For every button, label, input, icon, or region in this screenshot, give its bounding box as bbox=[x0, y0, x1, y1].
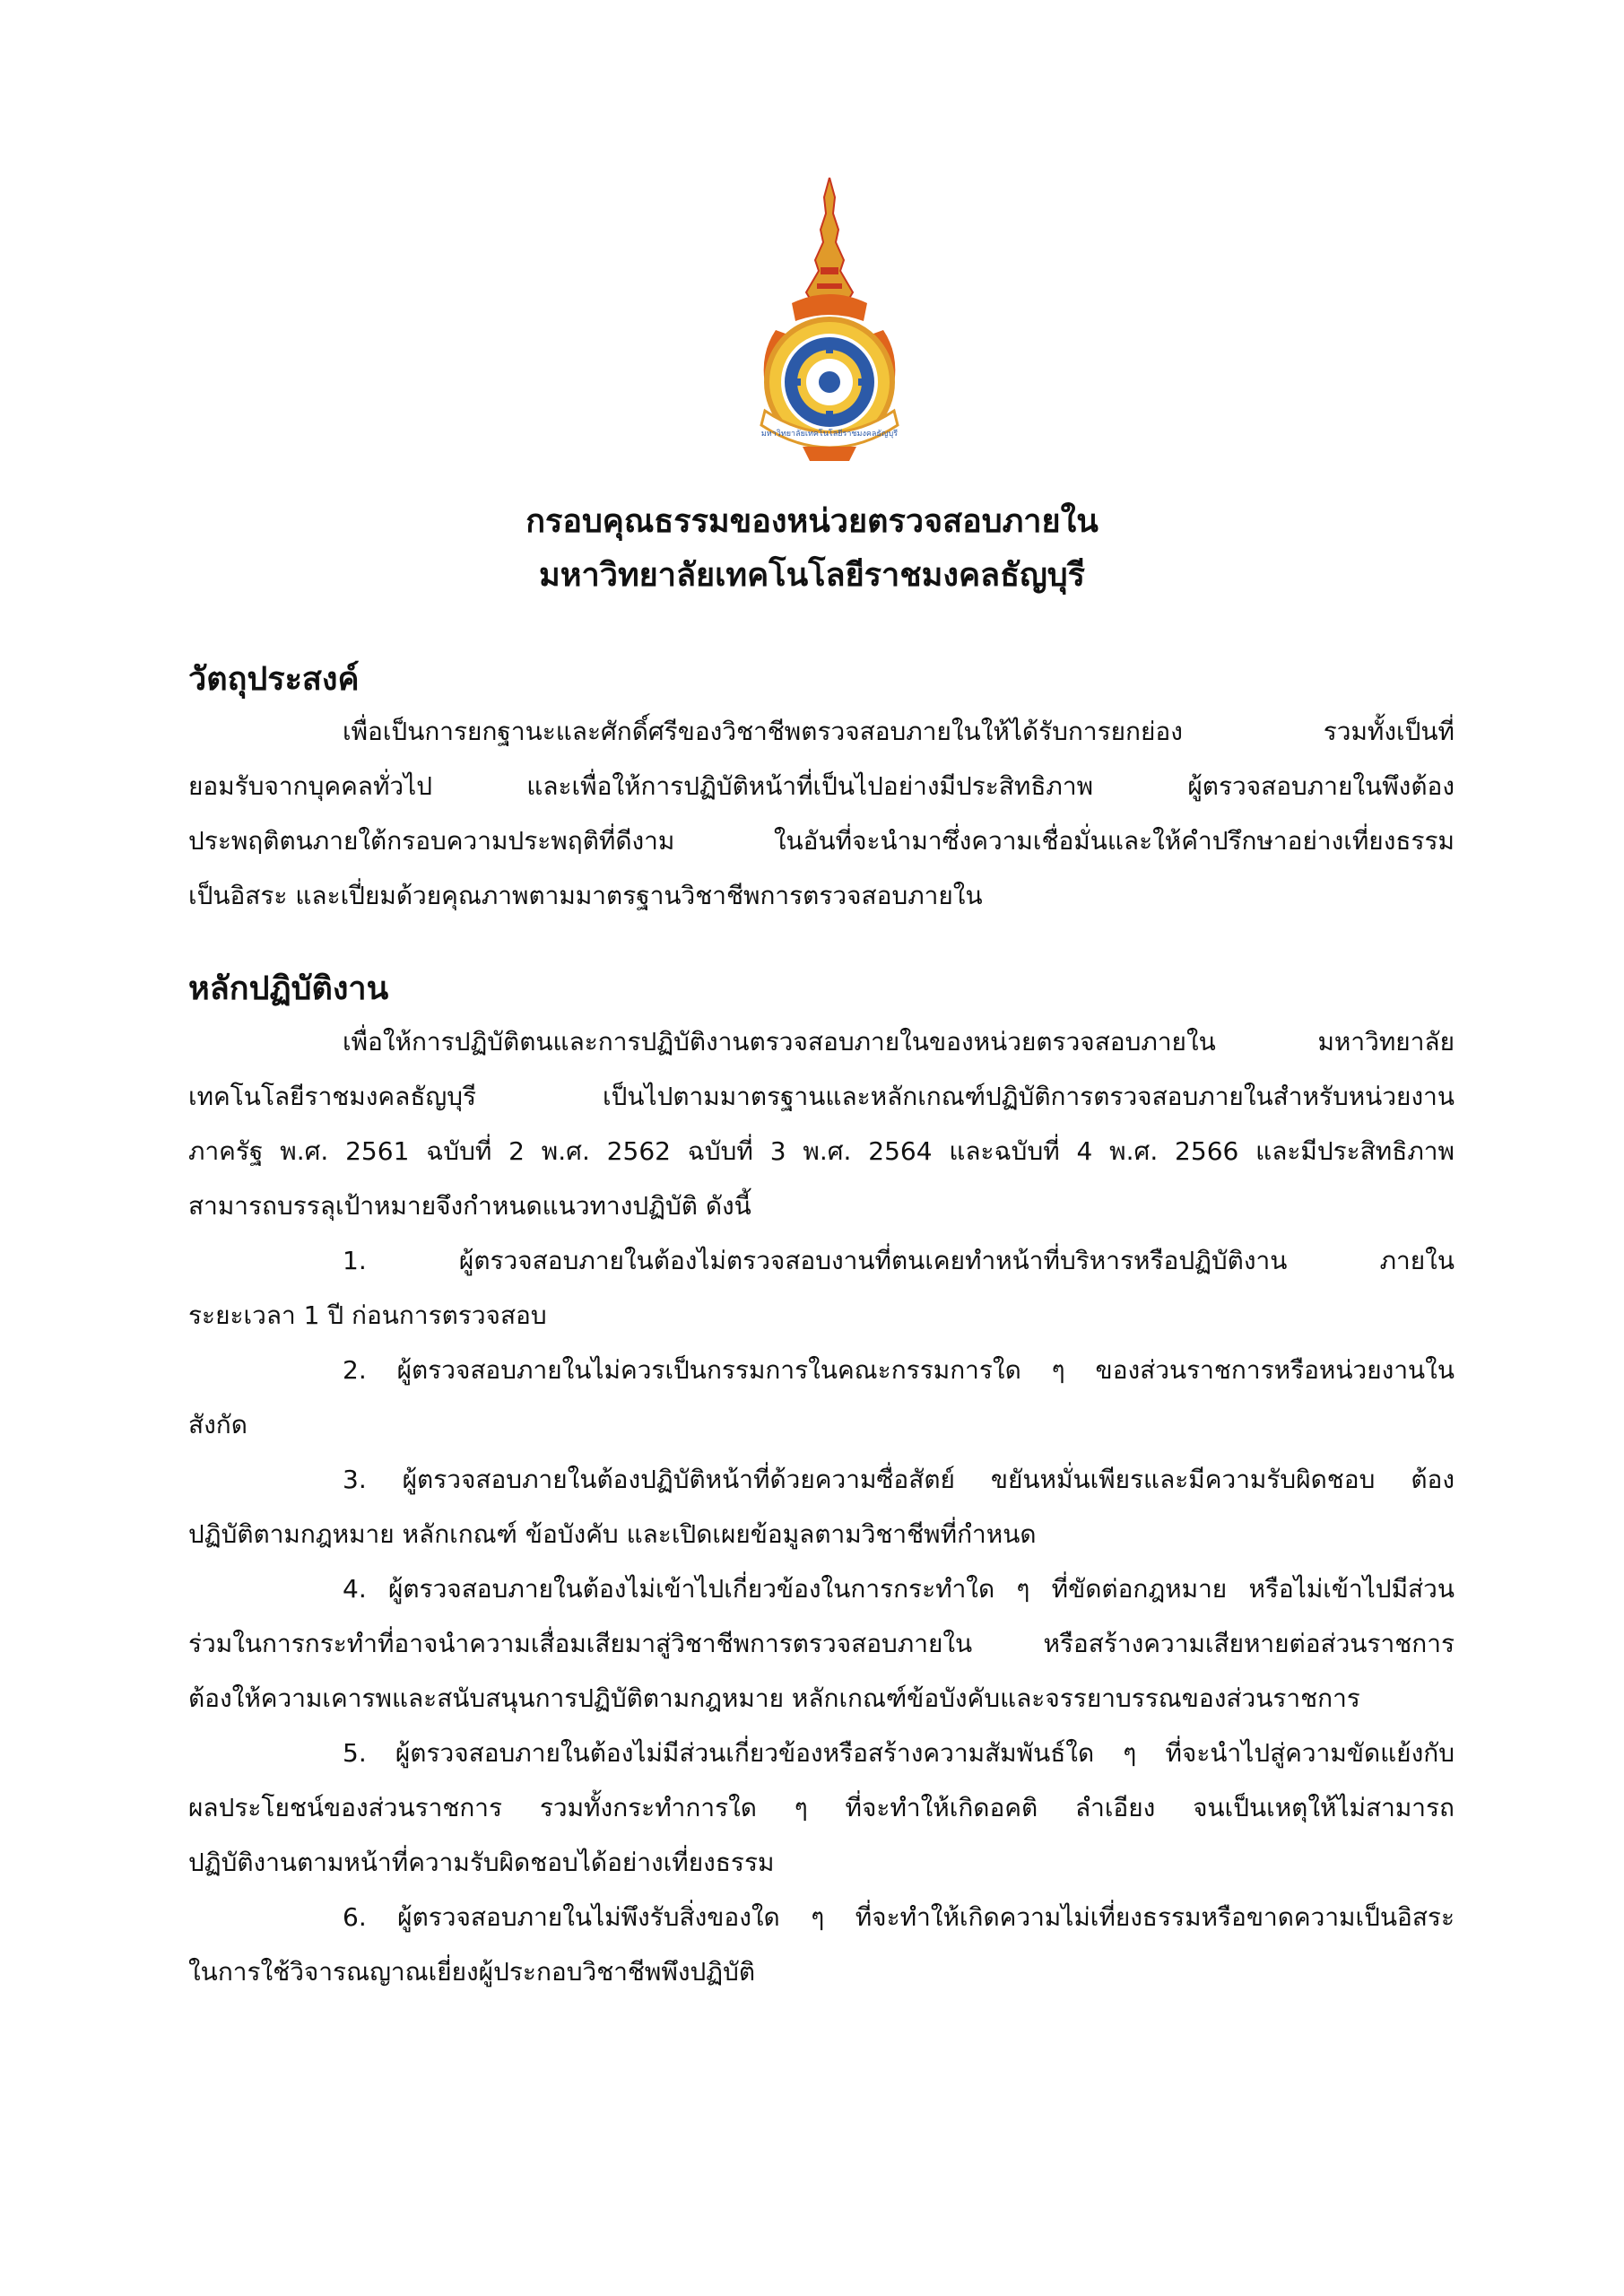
principles-heading: หลักปฏิบัติงาน bbox=[188, 970, 389, 1007]
principle-item-6 bbox=[188, 1890, 1455, 1999]
principle-item-1 bbox=[188, 1233, 1455, 1343]
item-line: 2. ผู้ตรวจสอบภายในไม่ควรเป็นกรรมการในคณะกรรมการใด ๆ ของส่วนราชการหรือหน่วยงานใน bbox=[343, 1355, 1455, 1385]
paragraph-line: เพื่อให้การปฏิบัติตนและการปฏิบัติงานตรวจสอบภายในของหน่วยตรวจสอบภายใน มหาวิทยาลัย bbox=[343, 1027, 1455, 1057]
item-line: ระยะเวลา 1 ปี ก่อนการตรวจสอบ bbox=[188, 1300, 547, 1330]
paragraph-line: ประพฤติตนภายใต้กรอบความประพฤติที่ดีงาม ในอันที่จะนำมาซึ่งความเชื่อมั่นและให้คำปรึกษาอย่างเที่ยงธรรม bbox=[188, 826, 1455, 856]
paragraph-line: เพื่อเป็นการยกฐานะและศักดิ์ศรีของวิชาชีพตรวจสอบภายในให้ได้รับการยกย่อง รวมทั้งเป็นที่ bbox=[343, 717, 1455, 746]
paragraph-line: สามารถบรรลุเป้าหมายจึงกำหนดแนวทางปฏิบัติ ดังนี้ bbox=[188, 1191, 751, 1221]
paragraph-line: เป็นอิสระ และเปี่ยมด้วยคุณภาพตามมาตรฐานวิชาชีพการตรวจสอบภายใน bbox=[188, 881, 983, 910]
item-line: ร่วมในการกระทำที่อาจนำความเสื่อมเสียมาสู่วิชาชีพการตรวจสอบภายใน หรือสร้างความเสียหายต่อส่วนราชการ bbox=[188, 1629, 1455, 1658]
item-line: 5. ผู้ตรวจสอบภายในต้องไม่มีส่วนเกี่ยวข้องหรือสร้างความสัมพันธ์ใด ๆ ที่จะนำไปสู่ความขัดแย้งกับ bbox=[343, 1738, 1455, 1768]
principles-intro-paragraph bbox=[188, 1014, 1455, 1233]
objective-paragraph bbox=[188, 704, 1455, 923]
seal-text: มหาวิทยาลัยเทคโนโลยีราชมงคลธัญบุรี bbox=[760, 430, 899, 439]
paragraph-line: เทคโนโลยีราชมงคลธัญบุรี เป็นไปตามมาตรฐานและหลักเกณฑ์ปฏิบัติการตรวจสอบภายในสำหรับหน่วยงาน bbox=[188, 1082, 1455, 1111]
document-title-line-1: กรอบคุณธรรมของหน่วยตรวจสอบภายใน bbox=[525, 503, 1099, 540]
item-line: ผลประโยชน์ของส่วนราชการ รวมทั้งกระทำการใด ๆ ที่จะทำให้เกิดอคติ ลำเอียง จนเป็นเหตุให้ไม่สามารถ bbox=[188, 1793, 1455, 1822]
item-line: สังกัด bbox=[188, 1410, 248, 1439]
item-line: 6. ผู้ตรวจสอบภายในไม่พึงรับสิ่งของใด ๆ ที่จะทำให้เกิดความไม่เที่ยงธรรมหรือขาดความเป็นอิสระ bbox=[343, 1902, 1455, 1932]
document-title-line-2: มหาวิทยาลัยเทคโนโลยีราชมงคลธัญบุรี bbox=[539, 557, 1085, 594]
item-line: 1. ผู้ตรวจสอบภายในต้องไม่ตรวจสอบงานที่ตนเคยทำหน้าที่บริหารหรือปฏิบัติงาน ภายใน bbox=[343, 1246, 1455, 1275]
item-line: ในการใช้วิจารณญาณเยี่ยงผู้ประกอบวิชาชีพพึงปฏิบัติ bbox=[188, 1957, 756, 1987]
item-line: ปฏิบัติตามกฎหมาย หลักเกณฑ์ ข้อบังคับ และเปิดเผยข้อมูลตามวิชาชีพที่กำหนด bbox=[188, 1519, 1037, 1549]
paragraph-line: ภาครัฐ พ.ศ. 2561 ฉบับที่ 2 พ.ศ. 2562 ฉบับที่ 3 พ.ศ. 2564 และฉบับที่ 4 พ.ศ. 2566 และมีประสิทธิภาพ bbox=[188, 1136, 1455, 1166]
item-line: 4. ผู้ตรวจสอบภายในต้องไม่เข้าไปเกี่ยวข้องในการกระทำใด ๆ ที่ขัดต่อกฎหมาย หรือไม่เข้าไปมีส่วน bbox=[343, 1574, 1455, 1604]
principle-item-5 bbox=[188, 1726, 1455, 1890]
objective-heading: วัตถุประสงค์ bbox=[188, 661, 360, 698]
principle-item-3 bbox=[188, 1452, 1455, 1561]
principle-item-2 bbox=[188, 1343, 1455, 1452]
item-line: ปฏิบัติงานตามหน้าที่ความรับผิดชอบได้อย่างเที่ยงธรรม bbox=[188, 1848, 775, 1877]
item-line: ต้องให้ความเคารพและสนับสนุนการปฏิบัติตามกฎหมาย หลักเกณฑ์ข้อบังคับและจรรยาบรรณของส่วนราชการ bbox=[188, 1683, 1360, 1713]
item-line: 3. ผู้ตรวจสอบภายในต้องปฏิบัติหน้าที่ด้วยความซื่อสัตย์ ขยันหมั่นเพียรและมีความรับผิดชอบ ต้อง bbox=[343, 1465, 1455, 1494]
principle-item-4 bbox=[188, 1561, 1455, 1726]
paragraph-line: ยอมรับจากบุคคลทั่วไป และเพื่อให้การปฏิบัติหน้าที่เป็นไปอย่างมีประสิทธิภาพ ผู้ตรวจสอบภายในพึงต้อง bbox=[188, 771, 1455, 801]
university-seal-logo bbox=[749, 178, 910, 465]
